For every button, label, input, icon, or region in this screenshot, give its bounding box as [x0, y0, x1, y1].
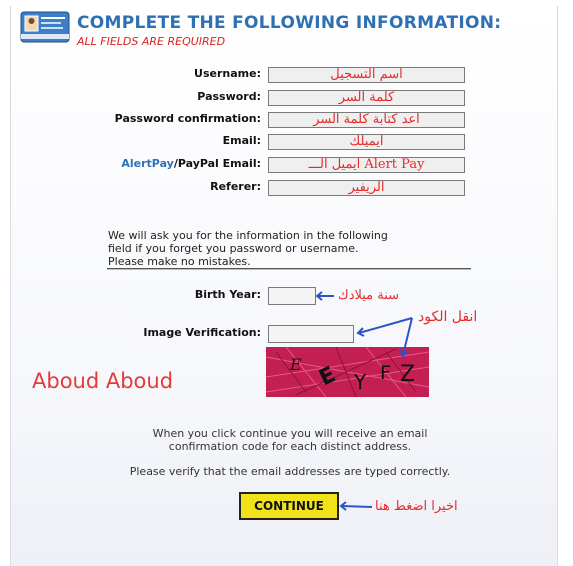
username-label: Username:	[194, 67, 261, 80]
alertpay-email-label-text: /PayPal Email:	[173, 157, 261, 170]
watermark-text: Aboud Aboud	[32, 369, 174, 393]
verification-input[interactable]	[268, 325, 354, 343]
required-notice: ALL FIELDS ARE REQUIRED	[77, 35, 226, 48]
svg-text:E: E	[290, 355, 302, 374]
alertpay-brand: AlertPay	[121, 157, 174, 170]
birth-year-input[interactable]	[268, 287, 316, 305]
password-input[interactable]: كلمة السر	[268, 90, 465, 106]
info-line-1: We will ask you for the information in the following	[108, 229, 388, 242]
image-verification-label: Image Verification:	[143, 326, 261, 339]
svg-text:F: F	[380, 362, 391, 384]
continue-button[interactable]: CONTINUE	[239, 492, 339, 520]
password-confirmation-label: Password confirmation:	[114, 112, 261, 125]
svg-text:Y: Y	[354, 370, 367, 394]
email-confirmation-note	[90, 427, 490, 453]
verify-email-note: Please verify that the email addresses are typed correctly.	[129, 465, 451, 478]
svg-text:Z: Z	[400, 362, 416, 387]
note-line-2: confirmation code for each distinct address.	[168, 440, 412, 453]
id-card-icon	[17, 10, 71, 44]
info-text	[108, 229, 448, 268]
captcha-image	[266, 347, 429, 397]
alertpay-email-input[interactable]: ايميل الـــ Alert Pay	[268, 157, 465, 173]
username-input[interactable]: اسم التسجيل	[268, 67, 465, 83]
password-confirmation-input[interactable]: اعد كتابة كلمة السر	[268, 112, 465, 128]
svg-text:E: E	[315, 362, 340, 392]
note-line-1: When you click continue you will receive an email	[152, 427, 428, 440]
referer-input[interactable]: الريفير	[268, 180, 465, 196]
verification-annotation: انقل الكود	[418, 309, 478, 325]
referer-label: Referer:	[210, 180, 261, 193]
info-line-3: Please make no mistakes.	[108, 255, 251, 268]
email-label: Email:	[222, 134, 261, 147]
birth-year-label: Birth Year:	[194, 288, 261, 301]
info-line-2: field if you forget you password or username.	[108, 242, 359, 255]
continue-annotation: اخيرا اضغط هنا	[375, 499, 458, 514]
alertpay-email-label	[121, 157, 261, 170]
email-input[interactable]: ايميلك	[268, 134, 465, 150]
password-label: Password:	[197, 90, 261, 103]
section-divider	[107, 268, 471, 270]
page-title: COMPLETE THE FOLLOWING INFORMATION:	[77, 13, 502, 33]
birth-year-annotation: سنة ميلادك	[338, 288, 400, 303]
